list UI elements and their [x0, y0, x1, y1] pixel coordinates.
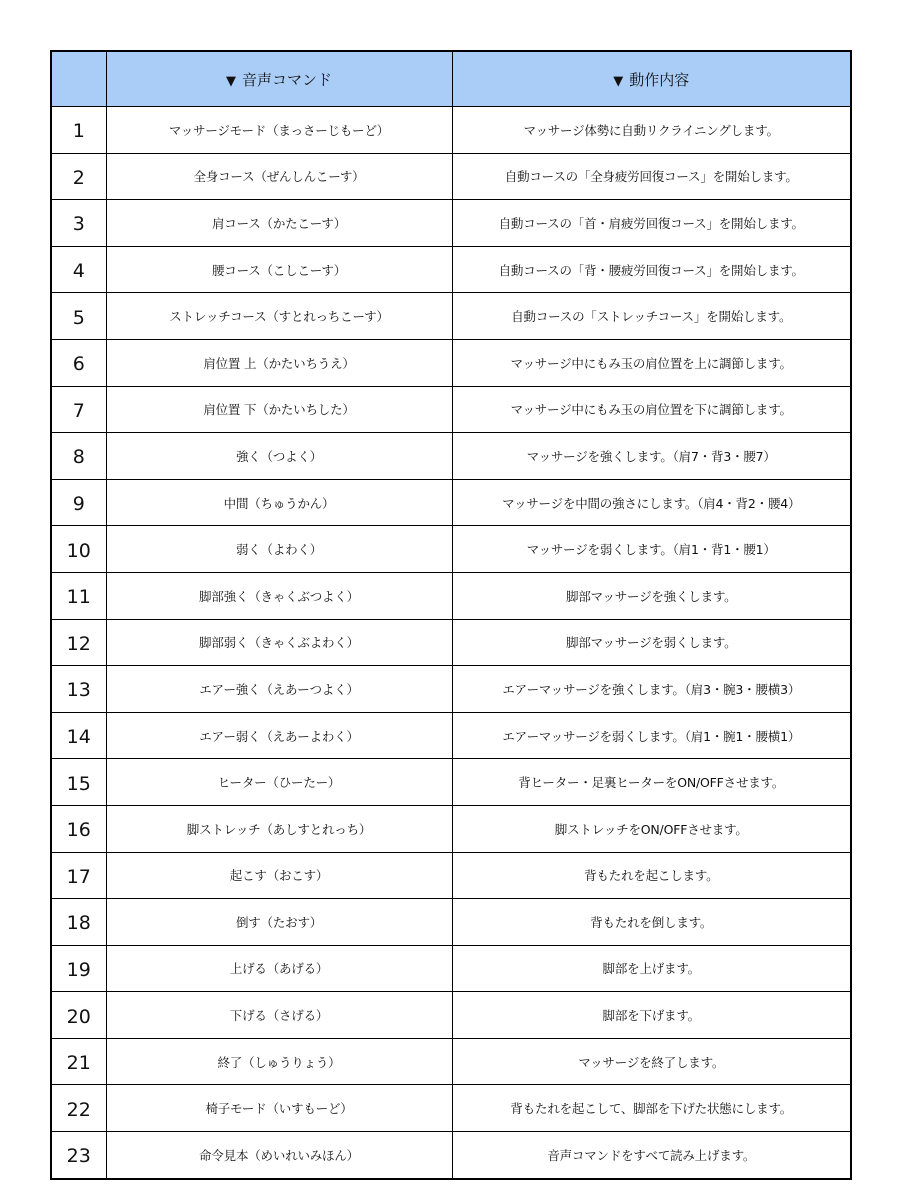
- row-number: 4: [51, 246, 106, 293]
- row-number: 18: [51, 899, 106, 946]
- triangle-down-icon: ▼: [225, 73, 236, 89]
- row-action: 自動コースの「首・肩疲労回復コース」を開始します。: [452, 200, 851, 247]
- header-action: [452, 51, 851, 107]
- triangle-down-icon: ▼: [613, 73, 624, 89]
- row-action: 背もたれを起こします。: [452, 852, 851, 899]
- row-command: 全身コース（ぜんしんこーす）: [106, 153, 452, 200]
- row-number: 23: [51, 1132, 106, 1179]
- row-command: 下げる（さげる）: [106, 992, 452, 1039]
- table-body: [51, 107, 851, 1179]
- row-number: 20: [51, 992, 106, 1039]
- table-row: [51, 852, 851, 899]
- header-number: [51, 51, 106, 107]
- row-action: 背もたれを起こして、脚部を下げた状態にします。: [452, 1085, 851, 1132]
- table-row: [51, 899, 851, 946]
- row-number: 6: [51, 339, 106, 386]
- table-row: [51, 805, 851, 852]
- table-header: [51, 51, 851, 107]
- row-number: 9: [51, 479, 106, 526]
- header-command: [106, 51, 452, 107]
- row-number: 21: [51, 1038, 106, 1085]
- row-action: マッサージを強くします。（肩7・背3・腰7）: [452, 433, 851, 480]
- table-row: [51, 1132, 851, 1179]
- row-command: 中間（ちゅうかん）: [106, 479, 452, 526]
- row-action: マッサージを弱くします。（肩1・背1・腰1）: [452, 526, 851, 573]
- row-number: 13: [51, 666, 106, 713]
- row-command: エアー弱く（えあーよわく）: [106, 712, 452, 759]
- row-number: 11: [51, 572, 106, 619]
- row-command: 倒す（たおす）: [106, 899, 452, 946]
- row-command: 命令見本（めいれいみほん）: [106, 1132, 452, 1179]
- row-action: 音声コマンドをすべて読み上げます。: [452, 1132, 851, 1179]
- header-command-label: 音声コマンド: [241, 70, 332, 89]
- row-number: 19: [51, 945, 106, 992]
- row-action: 脚部を下げます。: [452, 992, 851, 1039]
- row-command: 肩位置 下（かたいちした）: [106, 386, 452, 433]
- row-command: 肩位置 上（かたいちうえ）: [106, 339, 452, 386]
- row-command: 強く（つよく）: [106, 433, 452, 480]
- header-row: [51, 51, 851, 107]
- table-row: [51, 712, 851, 759]
- voice-command-table: [50, 50, 852, 1180]
- table-row: [51, 479, 851, 526]
- row-action: 背ヒーター・足裏ヒーターをON/OFFさせます。: [452, 759, 851, 806]
- row-action: マッサージを終了します。: [452, 1038, 851, 1085]
- table-row: [51, 107, 851, 154]
- row-command: 弱く（よわく）: [106, 526, 452, 573]
- row-number: 16: [51, 805, 106, 852]
- row-action: 自動コースの「ストレッチコース」を開始します。: [452, 293, 851, 340]
- row-action: 自動コースの「全身疲労回復コース」を開始します。: [452, 153, 851, 200]
- row-number: 7: [51, 386, 106, 433]
- row-action: 脚部マッサージを強くします。: [452, 572, 851, 619]
- row-command: ストレッチコース（すとれっちこーす）: [106, 293, 452, 340]
- table-row: [51, 200, 851, 247]
- row-command: 脚ストレッチ（あしすとれっち）: [106, 805, 452, 852]
- table-row: [51, 433, 851, 480]
- row-action: マッサージ中にもみ玉の肩位置を上に調節します。: [452, 339, 851, 386]
- row-number: 2: [51, 153, 106, 200]
- row-action: エアーマッサージを弱くします。（肩1・腕1・腰横1）: [452, 712, 851, 759]
- table-row: [51, 992, 851, 1039]
- table-row: [51, 526, 851, 573]
- table-row: [51, 759, 851, 806]
- table-row: [51, 1038, 851, 1085]
- row-number: 5: [51, 293, 106, 340]
- row-number: 22: [51, 1085, 106, 1132]
- table-row: [51, 572, 851, 619]
- row-number: 17: [51, 852, 106, 899]
- row-action: 脚ストレッチをON/OFFさせます。: [452, 805, 851, 852]
- row-number: 12: [51, 619, 106, 666]
- row-command: 終了（しゅうりょう）: [106, 1038, 452, 1085]
- table-row: [51, 246, 851, 293]
- row-number: 14: [51, 712, 106, 759]
- row-action: 脚部を上げます。: [452, 945, 851, 992]
- row-number: 10: [51, 526, 106, 573]
- row-action: マッサージ中にもみ玉の肩位置を下に調節します。: [452, 386, 851, 433]
- row-command: マッサージモード（まっさーじもーど）: [106, 107, 452, 154]
- row-action: エアーマッサージを強くします。（肩3・腕3・腰横3）: [452, 666, 851, 713]
- row-action: マッサージ体勢に自動リクライニングします。: [452, 107, 851, 154]
- row-command: 脚部弱く（きゃくぶよわく）: [106, 619, 452, 666]
- row-action: 脚部マッサージを弱くします。: [452, 619, 851, 666]
- row-number: 3: [51, 200, 106, 247]
- table-row: [51, 386, 851, 433]
- table-row: [51, 293, 851, 340]
- table-row: [51, 945, 851, 992]
- header-action-label: 動作内容: [629, 70, 690, 89]
- row-action: マッサージを中間の強さにします。（肩4・背2・腰4）: [452, 479, 851, 526]
- table-row: [51, 1085, 851, 1132]
- row-action: 自動コースの「背・腰疲労回復コース」を開始します。: [452, 246, 851, 293]
- row-action: 背もたれを倒します。: [452, 899, 851, 946]
- row-command: 脚部強く（きゃくぶつよく）: [106, 572, 452, 619]
- table-row: [51, 619, 851, 666]
- row-command: エアー強く（えあーつよく）: [106, 666, 452, 713]
- table-row: [51, 339, 851, 386]
- row-number: 8: [51, 433, 106, 480]
- row-command: 肩コース（かたこーす）: [106, 200, 452, 247]
- row-command: 上げる（あげる）: [106, 945, 452, 992]
- table-row: [51, 153, 851, 200]
- row-number: 1: [51, 107, 106, 154]
- row-command: ヒーター（ひーたー）: [106, 759, 452, 806]
- row-command: 腰コース（こしこーす）: [106, 246, 452, 293]
- table-row: [51, 666, 851, 713]
- row-command: 起こす（おこす）: [106, 852, 452, 899]
- row-number: 15: [51, 759, 106, 806]
- row-command: 椅子モード（いすもーど）: [106, 1085, 452, 1132]
